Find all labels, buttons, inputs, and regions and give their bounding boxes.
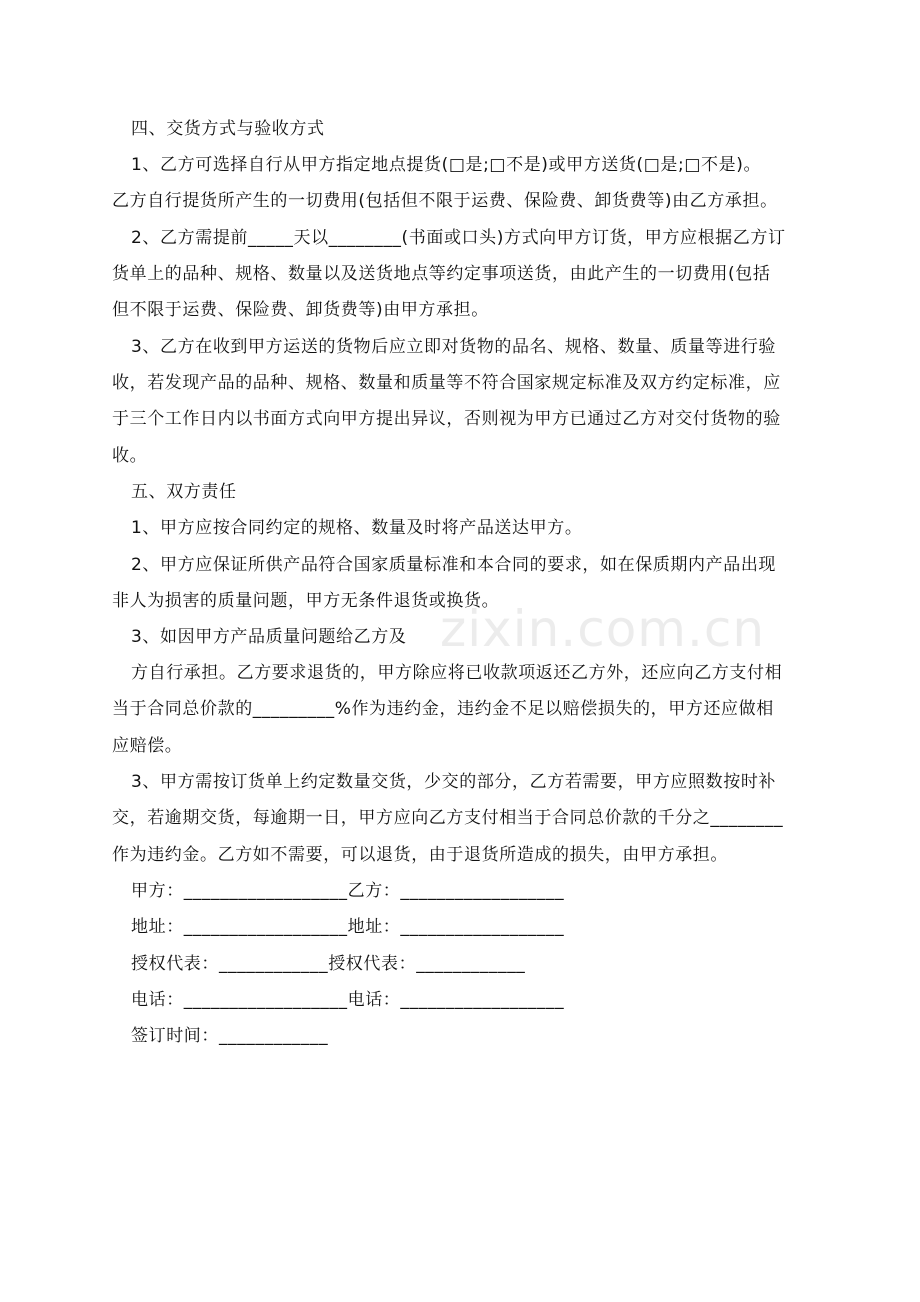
section-heading-delivery: 四、交货方式与验收方式 (131, 119, 325, 139)
paragraph-line: 3、甲方需按订货单上约定数量交货，少交的部分，乙方若需要，甲方应照数按时补 (131, 772, 777, 792)
signature-date-line: 签订时间：____________ (131, 1026, 329, 1046)
paragraph-line: 方自行承担。乙方要求退货的，甲方除应将已收款项返还乙方外，还应向乙方支付相 (131, 663, 783, 683)
signature-phone-line: 电话：__________________电话：__________________ (131, 990, 565, 1010)
signature-representative-line: 授权代表：____________授权代表：____________ (131, 954, 526, 974)
paragraph-line: 收。 (112, 446, 148, 466)
paragraph-line: 乙方自行提货所产生的一切费用(包括但不限于运费、保险费、卸货费等)由乙方承担。 (112, 191, 778, 211)
paragraph-line: 非人为损害的质量问题，甲方无条件退货或换货。 (112, 591, 500, 611)
paragraph-line: 收，若发现产品的品种、规格、数量和质量等不符合国家规定标准及双方约定标准，应 (112, 373, 781, 393)
paragraph-line: 当于合同总价款的_________%作为违约金，违约金不足以赔偿损失的，甲方还应做相 (112, 699, 774, 719)
paragraph-line: 但不限于运费、保险费、卸货费等)由甲方承担。 (112, 300, 489, 320)
paragraph-line: 1、乙方可选择自行从甲方指定地点提货(□是;□不是)或甲方送货(□是;□不是)。 (131, 155, 762, 175)
section-heading-responsibilities: 五、双方责任 (131, 482, 237, 502)
paragraph-line: 交，若逾期交货，每逾期一日，甲方应向乙方支付相当于合同总价款的千分之________ (112, 808, 784, 828)
paragraph-line: 2、甲方应保证所供产品符合国家质量标准和本合同的要求，如在保质期内产品出现 (131, 555, 777, 575)
paragraph-line: 3、乙方在收到甲方运送的货物后应立即对货物的品名、规格、数量、质量等进行验 (131, 337, 777, 357)
paragraph-line: 3、如因甲方产品质量问题给乙方及 (131, 627, 407, 647)
paragraph-line: 作为违约金。乙方如不需要，可以退货，由于退货所造成的损失，由甲方承担。 (112, 845, 728, 865)
paragraph-line: 货单上的品种、规格、数量以及送货地点等约定事项送货，由此产生的一切费用(包括 (112, 264, 771, 284)
watermark: zixin.com.cn (440, 600, 766, 658)
paragraph-line: 应赔偿。 (112, 736, 183, 756)
signature-party-line: 甲方：__________________乙方：__________________ (131, 881, 565, 901)
paragraph-line: 于三个工作日内以书面方式向甲方提出异议，否则视为甲方已通过乙方对交付货物的验 (112, 409, 781, 429)
paragraph-line: 2、乙方需提前_____天以________(书面或口头)方式向甲方订货，甲方应根据乙方订 (131, 228, 786, 248)
paragraph-line: 1、甲方应按合同约定的规格、数量及时将产品送达甲方。 (131, 518, 583, 538)
signature-address-line: 地址：__________________地址：__________________ (131, 917, 565, 937)
